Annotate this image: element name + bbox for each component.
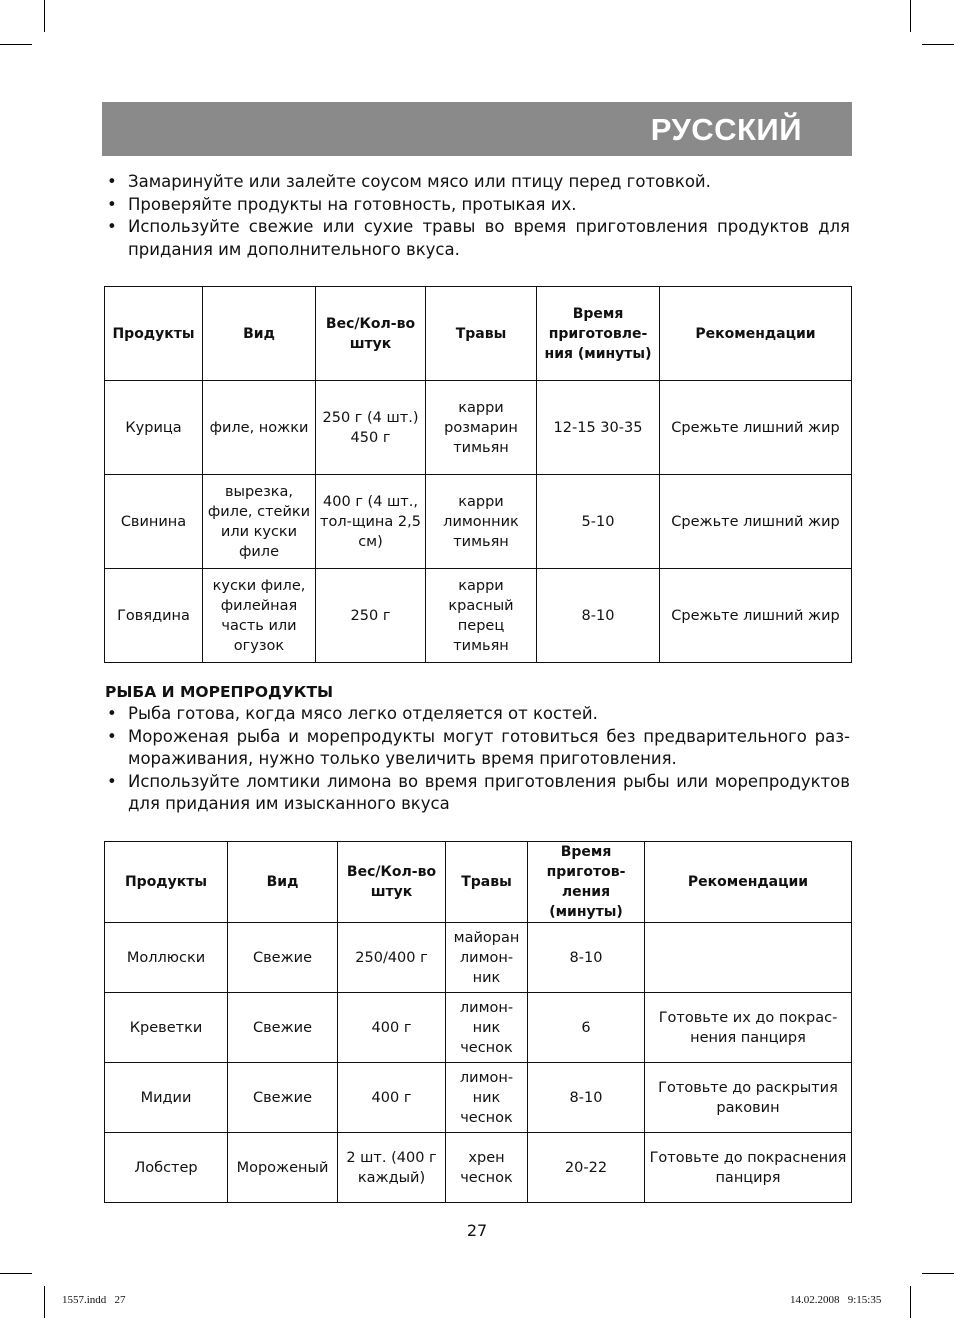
list-item: • Мороженая рыба и морепродукты могут готовиться без предварительного раз-мораживания, нужно только увеличить время приготовления. bbox=[107, 726, 850, 768]
table-cell: Говядина bbox=[105, 569, 203, 663]
column-header: Вес/Кол-во штук bbox=[316, 287, 426, 381]
table-cell: 20-22 bbox=[528, 1133, 645, 1203]
table-row bbox=[105, 923, 852, 993]
list-item: • Используйте свежие или сухие травы во время приготовления продуктов для придания им дополнительного вкуса. bbox=[107, 217, 850, 259]
table-cell: филе, ножки bbox=[203, 381, 316, 475]
column-header: Травы bbox=[426, 287, 537, 381]
crop-mark bbox=[922, 1273, 954, 1274]
table-cell: лимон-ник чеснок bbox=[446, 1063, 528, 1133]
table-cell: Свежие bbox=[228, 1063, 338, 1133]
column-header: Время приготов-ления (минуты) bbox=[528, 842, 645, 923]
language-title: РУССКИЙ bbox=[650, 112, 802, 147]
table-cell: вырезка, филе, стейки или куски филе bbox=[203, 475, 316, 569]
list-item: • Рыба готова, когда мясо легко отделяется от костей. bbox=[105, 703, 850, 726]
table-cell: карри лимонник тимьян bbox=[426, 475, 537, 569]
column-header: Рекомендации bbox=[660, 287, 852, 381]
table-row bbox=[105, 993, 852, 1063]
bullet-icon: • bbox=[107, 704, 117, 723]
table-cell: Курица bbox=[105, 381, 203, 475]
crop-mark bbox=[44, 0, 45, 32]
crop-mark bbox=[910, 0, 911, 32]
table-cell: майоран лимон-ник bbox=[446, 923, 528, 993]
table-cell: 400 г bbox=[338, 993, 446, 1063]
table-cell: Моллюски bbox=[105, 923, 228, 993]
table-cell bbox=[645, 923, 852, 993]
table-cell: 250 г bbox=[316, 569, 426, 663]
table-cell: 250 г (4 шт.) 450 г bbox=[316, 381, 426, 475]
table-cell: Готовьте их до покрас-нения панциря bbox=[645, 993, 852, 1063]
table-cell: 8-10 bbox=[528, 923, 645, 993]
table-header-row bbox=[105, 287, 852, 381]
fish-bullet-list bbox=[105, 703, 850, 816]
crop-mark bbox=[910, 1286, 911, 1318]
table-cell: Мидии bbox=[105, 1063, 228, 1133]
intro-bullet-list bbox=[105, 171, 850, 261]
meat-cooking-table bbox=[104, 286, 852, 663]
section-title-fish: РЫБА И МОРЕПРОДУКТЫ bbox=[105, 683, 334, 701]
table-row bbox=[105, 1063, 852, 1133]
table-cell: куски филе, филейная часть или огузок bbox=[203, 569, 316, 663]
crop-mark bbox=[44, 1286, 45, 1318]
crop-mark bbox=[922, 44, 954, 45]
table-cell: лимон-ник чеснок bbox=[446, 993, 528, 1063]
column-header: Продукты bbox=[105, 842, 228, 923]
table-cell: Свинина bbox=[105, 475, 203, 569]
list-item: • Используйте ломтики лимона во время приготовления рыбы или морепродуктов для придания им изысканного вкуса bbox=[107, 771, 850, 813]
column-header: Травы bbox=[446, 842, 528, 923]
table-cell: 400 г bbox=[338, 1063, 446, 1133]
footer-timestamp: 14.02.2008 9:15:35 bbox=[790, 1294, 882, 1306]
table-cell: хрен чеснок bbox=[446, 1133, 528, 1203]
table-cell: Мороженый bbox=[228, 1133, 338, 1203]
bullet-icon: • bbox=[107, 726, 117, 746]
table-cell: Готовьте до покраснения панциря bbox=[645, 1133, 852, 1203]
table-cell: Срежьте лишний жир bbox=[660, 569, 852, 663]
column-header: Время приготовле-ния (минуты) bbox=[537, 287, 660, 381]
table-row bbox=[105, 381, 852, 475]
bullet-icon: • bbox=[107, 217, 117, 236]
list-item: • Замаринуйте или залейте соусом мясо или птицу перед готовкой. bbox=[105, 171, 850, 194]
table-cell: 5-10 bbox=[537, 475, 660, 569]
column-header: Вид bbox=[228, 842, 338, 923]
table-cell: Готовьте до раскрытия раковин bbox=[645, 1063, 852, 1133]
table-cell: 6 bbox=[528, 993, 645, 1063]
table-cell: карри красный перец тимьян bbox=[426, 569, 537, 663]
table-row bbox=[105, 1133, 852, 1203]
table-row bbox=[105, 569, 852, 663]
table-header-row bbox=[105, 842, 852, 923]
column-header: Вес/Кол-во штук bbox=[338, 842, 446, 923]
bullet-icon: • bbox=[107, 172, 117, 191]
table-cell: 250/400 г bbox=[338, 923, 446, 993]
table-cell: Срежьте лишний жир bbox=[660, 475, 852, 569]
column-header: Вид bbox=[203, 287, 316, 381]
table-cell: 2 шт. (400 г каждый) bbox=[338, 1133, 446, 1203]
table-cell: карри розмарин тимьян bbox=[426, 381, 537, 475]
fish-cooking-table bbox=[104, 841, 852, 1203]
table-cell: Срежьте лишний жир bbox=[660, 381, 852, 475]
table-cell: Креветки bbox=[105, 993, 228, 1063]
table-cell: 8-10 bbox=[528, 1063, 645, 1133]
column-header: Продукты bbox=[105, 287, 203, 381]
language-header-bar bbox=[102, 102, 852, 156]
table-cell: Свежие bbox=[228, 923, 338, 993]
table-cell: 12-15 30-35 bbox=[537, 381, 660, 475]
column-header: Рекомендации bbox=[645, 842, 852, 923]
bullet-icon: • bbox=[107, 771, 117, 791]
table-row bbox=[105, 475, 852, 569]
page-number: 27 bbox=[466, 1221, 488, 1240]
table-cell: 8-10 bbox=[537, 569, 660, 663]
table-cell: Свежие bbox=[228, 993, 338, 1063]
footer-file-info: 1557.indd 27 bbox=[62, 1294, 126, 1306]
crop-mark bbox=[0, 44, 32, 45]
crop-mark bbox=[0, 1273, 32, 1274]
table-cell: Лобстер bbox=[105, 1133, 228, 1203]
bullet-icon: • bbox=[107, 194, 117, 214]
list-item: • Проверяйте продукты на готовность, протыкая их. bbox=[105, 194, 850, 217]
table-cell: 400 г (4 шт., тол-щина 2,5 см) bbox=[316, 475, 426, 569]
